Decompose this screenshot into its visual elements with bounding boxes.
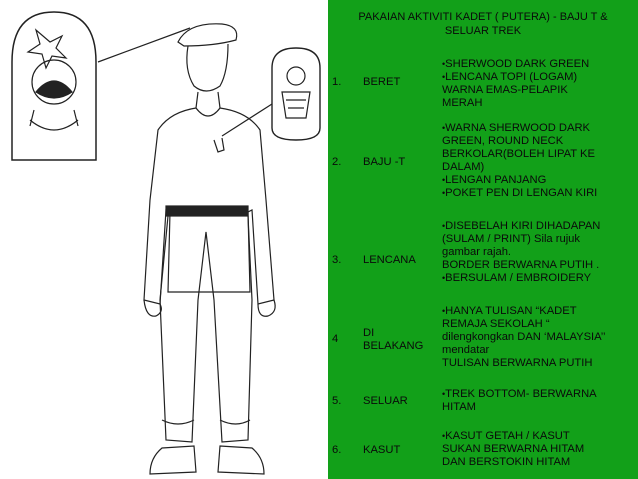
badge-emblem-right xyxy=(272,48,320,140)
row-description xyxy=(442,58,636,110)
row-item xyxy=(363,327,435,353)
desc-line: MERAH xyxy=(442,97,483,109)
row-item: KASUT xyxy=(363,444,401,456)
desc-line: BORDER BERWARNA PUTIH . xyxy=(442,259,600,271)
row-item-line: DI xyxy=(363,327,375,339)
desc-line: DALAM) xyxy=(442,161,485,173)
desc-line: SUKAN BERWARNA HITAM xyxy=(442,443,585,455)
description-panel xyxy=(328,0,638,479)
desc-line: • TREK BOTTOM- BERWARNA xyxy=(442,388,636,401)
row-item: BERET xyxy=(363,76,401,88)
left-shoe xyxy=(150,446,196,474)
desc-line: • BERSULAM / EMBROIDERY xyxy=(442,272,636,285)
row-number: 6. xyxy=(332,444,342,456)
desc-line: • LENGAN PANJANG xyxy=(442,174,636,187)
beret-outline xyxy=(178,24,237,46)
desc-line: • DISEBELAH KIRI DIHADAPAN xyxy=(442,220,636,233)
desc-line: GREEN, ROUND NECK xyxy=(442,135,564,147)
row-item-line: BELAKANG xyxy=(363,340,424,352)
desc-line: dilengkongkan DAN ‘MALAYSIA’’ xyxy=(442,331,606,343)
row-item: BAJU -T xyxy=(363,156,406,168)
desc-line: HITAM xyxy=(442,401,476,413)
row-item: SELUAR xyxy=(363,395,408,407)
desc-line: • HANYA TULISAN “KADET xyxy=(442,305,636,318)
title-line-1: PAKAIAN AKTIVITI KADET ( PUTERA) - BAJU T & xyxy=(358,11,608,23)
row-number: 4 xyxy=(332,333,339,345)
row-description xyxy=(442,388,636,414)
desc-line: REMAJA SEKOLAH “ xyxy=(442,318,550,330)
desc-line: (SULAM / PRINT) Sila rujuk xyxy=(442,233,581,245)
panel-title xyxy=(328,10,638,38)
title-line-2: SELUAR TREK xyxy=(444,25,522,37)
row-item: LENCANA xyxy=(363,254,416,266)
row-description xyxy=(442,305,636,370)
belt xyxy=(166,206,248,216)
badge-emblem-left xyxy=(12,12,96,160)
desc-line: WARNA EMAS-PELAPIK xyxy=(442,84,568,96)
desc-line: gambar rajah. xyxy=(442,246,512,258)
desc-line: DAN BERSTOKIN HITAM xyxy=(442,456,571,468)
row-number: 5. xyxy=(332,395,342,407)
row-description xyxy=(442,220,636,285)
desc-line: TULISAN BERWARNA PUTIH xyxy=(442,357,593,369)
desc-line: BERKOLAR(BOLEH LIPAT KE xyxy=(442,148,595,160)
desc-line: mendatar xyxy=(442,344,490,356)
desc-line: • LENCANA TOPI (LOGAM) xyxy=(442,71,636,84)
trousers-outline xyxy=(160,216,252,442)
row-description xyxy=(442,122,636,200)
row-number: 1. xyxy=(332,76,342,88)
row-number: 3. xyxy=(332,254,342,266)
row-number: 2. xyxy=(332,156,342,168)
desc-line: • KASUT GETAH / KASUT xyxy=(442,430,636,443)
row-description xyxy=(442,430,636,469)
desc-line: • SHERWOOD DARK GREEN xyxy=(442,58,636,71)
desc-line: • POKET PEN DI LENGAN KIRI xyxy=(442,187,636,200)
desc-line: • WARNA SHERWOOD DARK xyxy=(442,122,636,135)
right-shoe xyxy=(218,446,264,474)
